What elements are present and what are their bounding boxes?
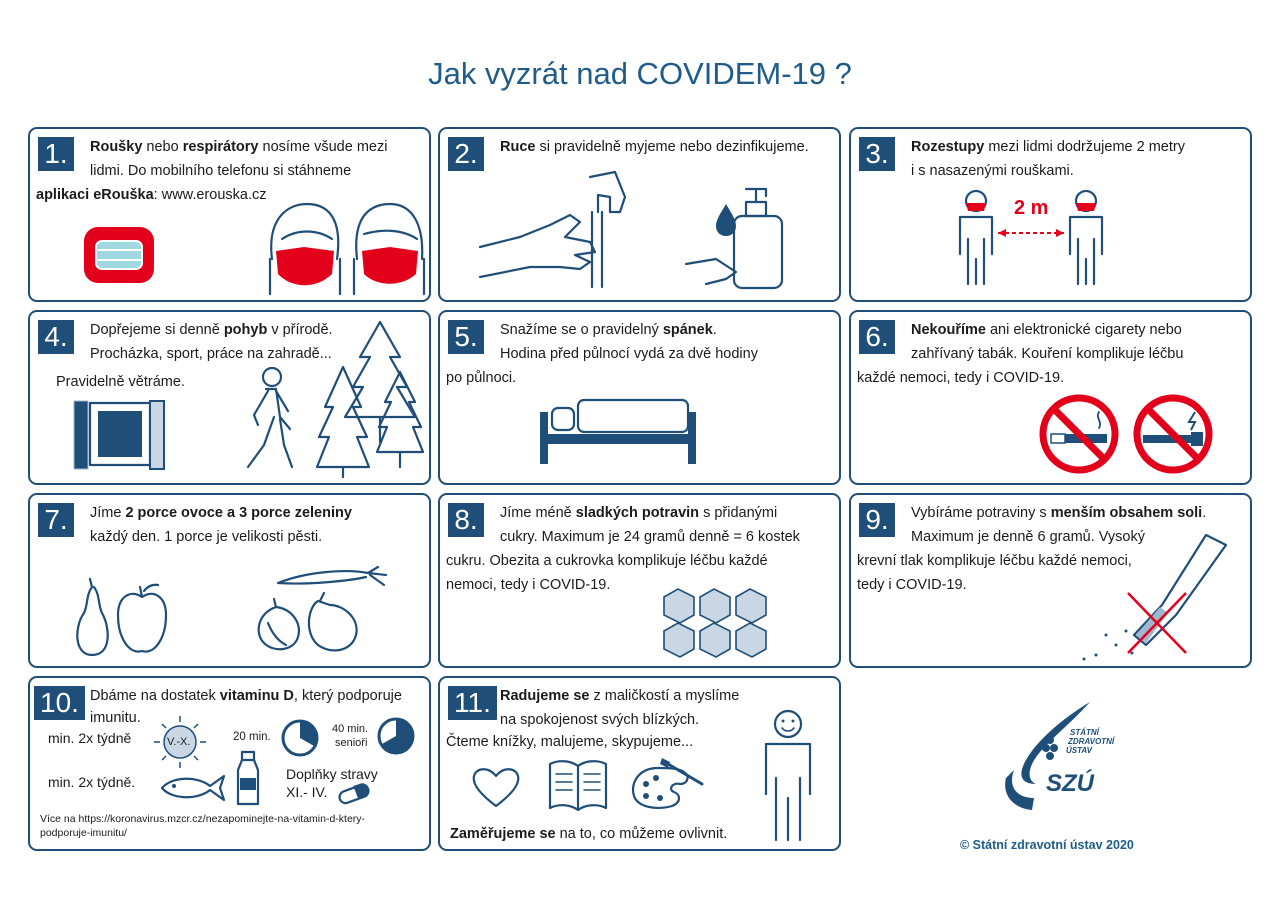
info-link[interactable]: Více na https://koronavirus.mzcr.cz/nezapominejte-na-vitamin-d-ktery-: [40, 813, 366, 825]
card-number: 6.: [859, 320, 895, 354]
heart-icon: [470, 764, 522, 810]
card-sugar: [438, 493, 841, 668]
card-joy: [438, 676, 841, 851]
card-vitamin-d: [28, 676, 431, 851]
card-number: 11.: [448, 686, 497, 720]
card-number: 7.: [38, 503, 74, 537]
clock-40-icon: [376, 716, 416, 756]
card-text-line: Nekouříme ani elektronické cigarety nebo: [911, 322, 1182, 338]
card-number: 10.: [34, 686, 85, 720]
logo-text-line1: STÁTNÍ: [1070, 728, 1099, 737]
bed-icon: [538, 392, 698, 467]
card-text-line: zahřívaný tabák. Kouření komplikuje léčbu: [911, 346, 1184, 362]
card-text-line: Roušky nebo respirátory nosíme všude mezi: [90, 139, 388, 155]
card-text-line: Čteme knížky, malujeme, skypujeme...: [446, 734, 694, 750]
card-text-line: krevní tlak komplikuje léčbu každé nemoci,: [857, 553, 1132, 569]
card-text-line: Zaměřujeme se na to, co můžeme ovlivnit.: [450, 826, 728, 842]
card-text-line: Dopřejeme si denně pohyb v přírodě.: [90, 322, 333, 338]
sugar-cubes-icon: [660, 587, 775, 662]
card-text-line: tedy i COVID-19.: [857, 577, 967, 593]
fish-frequency-label: min. 2x týdně.: [48, 774, 136, 790]
logo-abbreviation: SZÚ: [1046, 770, 1094, 797]
card-number: 9.: [859, 503, 895, 537]
card-text-line: Maximum je denně 6 gramů. Vysoký: [911, 529, 1145, 545]
logo-text-line2: ZDRAVOTNÍ: [1068, 737, 1115, 746]
vegetables-icon: [248, 563, 408, 663]
card-text-line: každé nemoci, tedy i COVID-19.: [857, 370, 1065, 386]
sun-frequency-label: min. 2x týdně: [48, 730, 132, 746]
pear-apple-icon: [70, 575, 175, 660]
seniors-label: senioři: [335, 737, 368, 749]
card-number: 8.: [448, 503, 484, 537]
card-text-line: aplikaci eRouška: www.erouska.cz: [36, 187, 267, 203]
card-number: 4.: [38, 320, 74, 354]
card-text-line: Snažíme se o pravidelný spánek.: [500, 322, 717, 338]
salt-shaker-icon: [1076, 535, 1236, 665]
palette-icon: [628, 754, 708, 814]
sanitizer-icon: [686, 184, 806, 294]
card-fruit-vegetables: [28, 493, 431, 668]
card-sleep: [438, 310, 841, 485]
card-distance: [849, 127, 1252, 302]
card-text-line: Jíme méně sladkých potravin s přidanými: [500, 505, 778, 521]
logo-text-line3: ÚSTAV: [1066, 746, 1092, 755]
card-text-line: nemoci, tedy i COVID-19.: [446, 577, 611, 593]
hand-washing-icon: [480, 167, 640, 297]
card-text-line: Hodina před půlnocí vydá za dvě hodiny: [500, 346, 758, 362]
card-text-line: Procházka, sport, práce na zahradě...: [90, 346, 332, 362]
milk-bottle-icon: [236, 750, 260, 808]
masked-faces-icon: [262, 199, 427, 299]
card-text-line: imunitu.: [90, 710, 141, 726]
card-masks: [28, 127, 431, 302]
erouska-app-icon: [82, 225, 158, 285]
card-number: 5.: [448, 320, 484, 354]
open-window-icon: [72, 397, 167, 472]
clock-20-icon: [280, 718, 320, 758]
card-number: 3.: [859, 137, 895, 171]
fish-icon: [158, 772, 230, 802]
walking-person-icon: [240, 367, 300, 472]
card-hands: [438, 127, 841, 302]
smiling-person-icon: [758, 708, 818, 843]
card-number: 1.: [38, 137, 74, 171]
time-20-label: 20 min.: [233, 731, 271, 743]
page-title: Jak vyzrát nad COVIDEM-19 ?: [428, 56, 852, 91]
copyright: © Státní zdravotní ústav 2020: [960, 838, 1134, 852]
card-text-line: na spokojenost svých blízkých.: [500, 712, 700, 728]
time-40-label: 40 min.: [332, 723, 369, 735]
card-text-line: každý den. 1 porce je velikosti pěsti.: [90, 529, 323, 545]
book-icon: [546, 758, 610, 814]
supplements-months: XI.- IV.: [286, 784, 328, 800]
supplements-label: Doplňky stravy: [286, 766, 378, 782]
sun-months: V.-X.: [167, 736, 191, 748]
card-text-line: lidmi. Do mobilního telefonu si stáhneme: [90, 163, 352, 179]
no-e-cigarette-icon: [1133, 394, 1213, 474]
card-text-line: cukry. Maximum je 24 gramů denně = 6 kostek: [500, 529, 800, 545]
card-text-line: Pravidelně větráme.: [56, 374, 185, 390]
no-cigarette-icon: [1039, 394, 1119, 474]
card-text-line: Jíme 2 porce ovoce a 3 porce zeleniny: [90, 505, 352, 521]
card-text-line: Dbáme na dostatek vitaminu D, který podporuje: [90, 688, 402, 704]
card-text-line: Ruce si pravidelně myjeme nebo dezinfikujeme.: [500, 139, 809, 155]
pill-icon: [336, 782, 372, 806]
card-no-smoking: [849, 310, 1252, 485]
distance-label: 2 m: [1014, 197, 1049, 219]
info-link-continuation[interactable]: podporuje-imunitu/: [40, 827, 127, 839]
trees-icon: [315, 317, 425, 477]
card-number: 2.: [448, 137, 484, 171]
card-text-line: Radujeme se z maličkostí a myslíme: [500, 688, 740, 704]
card-text-line: cukru. Obezita a cukrovka komplikuje léčbu každé: [446, 553, 768, 569]
card-text-line: i s nasazenými rouškami.: [911, 163, 1074, 179]
card-movement: [28, 310, 431, 485]
card-text-line: po půlnoci.: [446, 370, 517, 386]
card-text-line: Rozestupy mezi lidmi dodržujeme 2 metry: [911, 139, 1185, 155]
card-salt: [849, 493, 1252, 668]
card-text-line: Vybíráme potraviny s menším obsahem soli.: [911, 505, 1207, 521]
